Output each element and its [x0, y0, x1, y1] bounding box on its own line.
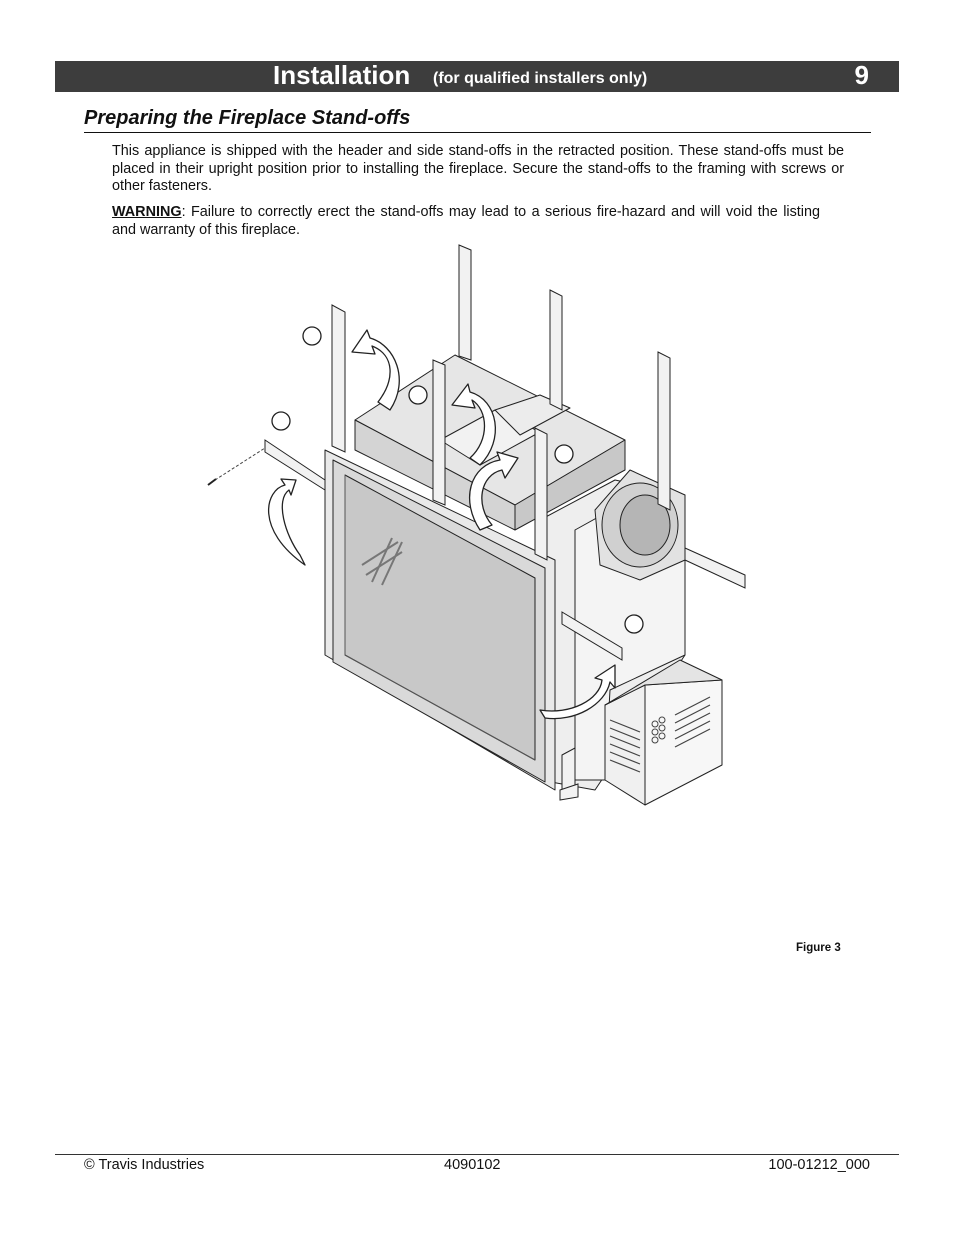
- section-header-bar: [55, 61, 899, 92]
- warning-label: WARNING: [112, 204, 182, 220]
- footer-copyright: © Travis Industries: [84, 1157, 205, 1173]
- screw-icon: [208, 479, 216, 485]
- standoff-rear-right: [550, 290, 562, 410]
- intro-paragraph: This appliance is shipped with the header and side stand-offs in the retracted position. These stand-offs must be placed in their upright position prior to installing the fireplace. Secure the stand-offs to the framing with screws or other fasteners.: [112, 143, 844, 194]
- standoff-center: [433, 360, 445, 505]
- callout-circle-1: [303, 327, 321, 345]
- header-title: Installation: [273, 60, 411, 90]
- section-title: Preparing the Fireplace Stand-offs: [84, 107, 411, 129]
- footer-part-number: 100-01212_000: [768, 1157, 870, 1173]
- direction-arrow-1: [269, 479, 305, 565]
- fireplace-standoffs-illustration: [200, 240, 760, 820]
- direction-arrow-2: [352, 330, 399, 410]
- warning-text: : Failure to correctly erect the stand-offs may lead to a serious fire-hazard and will void the listing and warranty of this fireplace.: [112, 204, 820, 238]
- standoff-front-left: [332, 305, 345, 452]
- page-number: 9: [854, 60, 869, 90]
- warning-paragraph: [112, 204, 820, 239]
- standoff-front-right: [535, 428, 547, 560]
- callout-circle-2: [272, 412, 290, 430]
- section-divider: [84, 132, 871, 133]
- callout-circle-4: [555, 445, 573, 463]
- screw-guide-line: [215, 448, 265, 480]
- callout-circle-3: [409, 386, 427, 404]
- callout-circle-5: [625, 615, 643, 633]
- side-standoff-right: [685, 548, 745, 588]
- standoff-far-right: [658, 352, 670, 510]
- figure-caption: Figure 3: [796, 942, 841, 954]
- footer-doc-number: 4090102: [444, 1157, 501, 1173]
- footer-divider: [55, 1154, 899, 1155]
- standoff-rear-left: [459, 245, 471, 360]
- header-subtitle: (for qualified installers only): [433, 70, 648, 87]
